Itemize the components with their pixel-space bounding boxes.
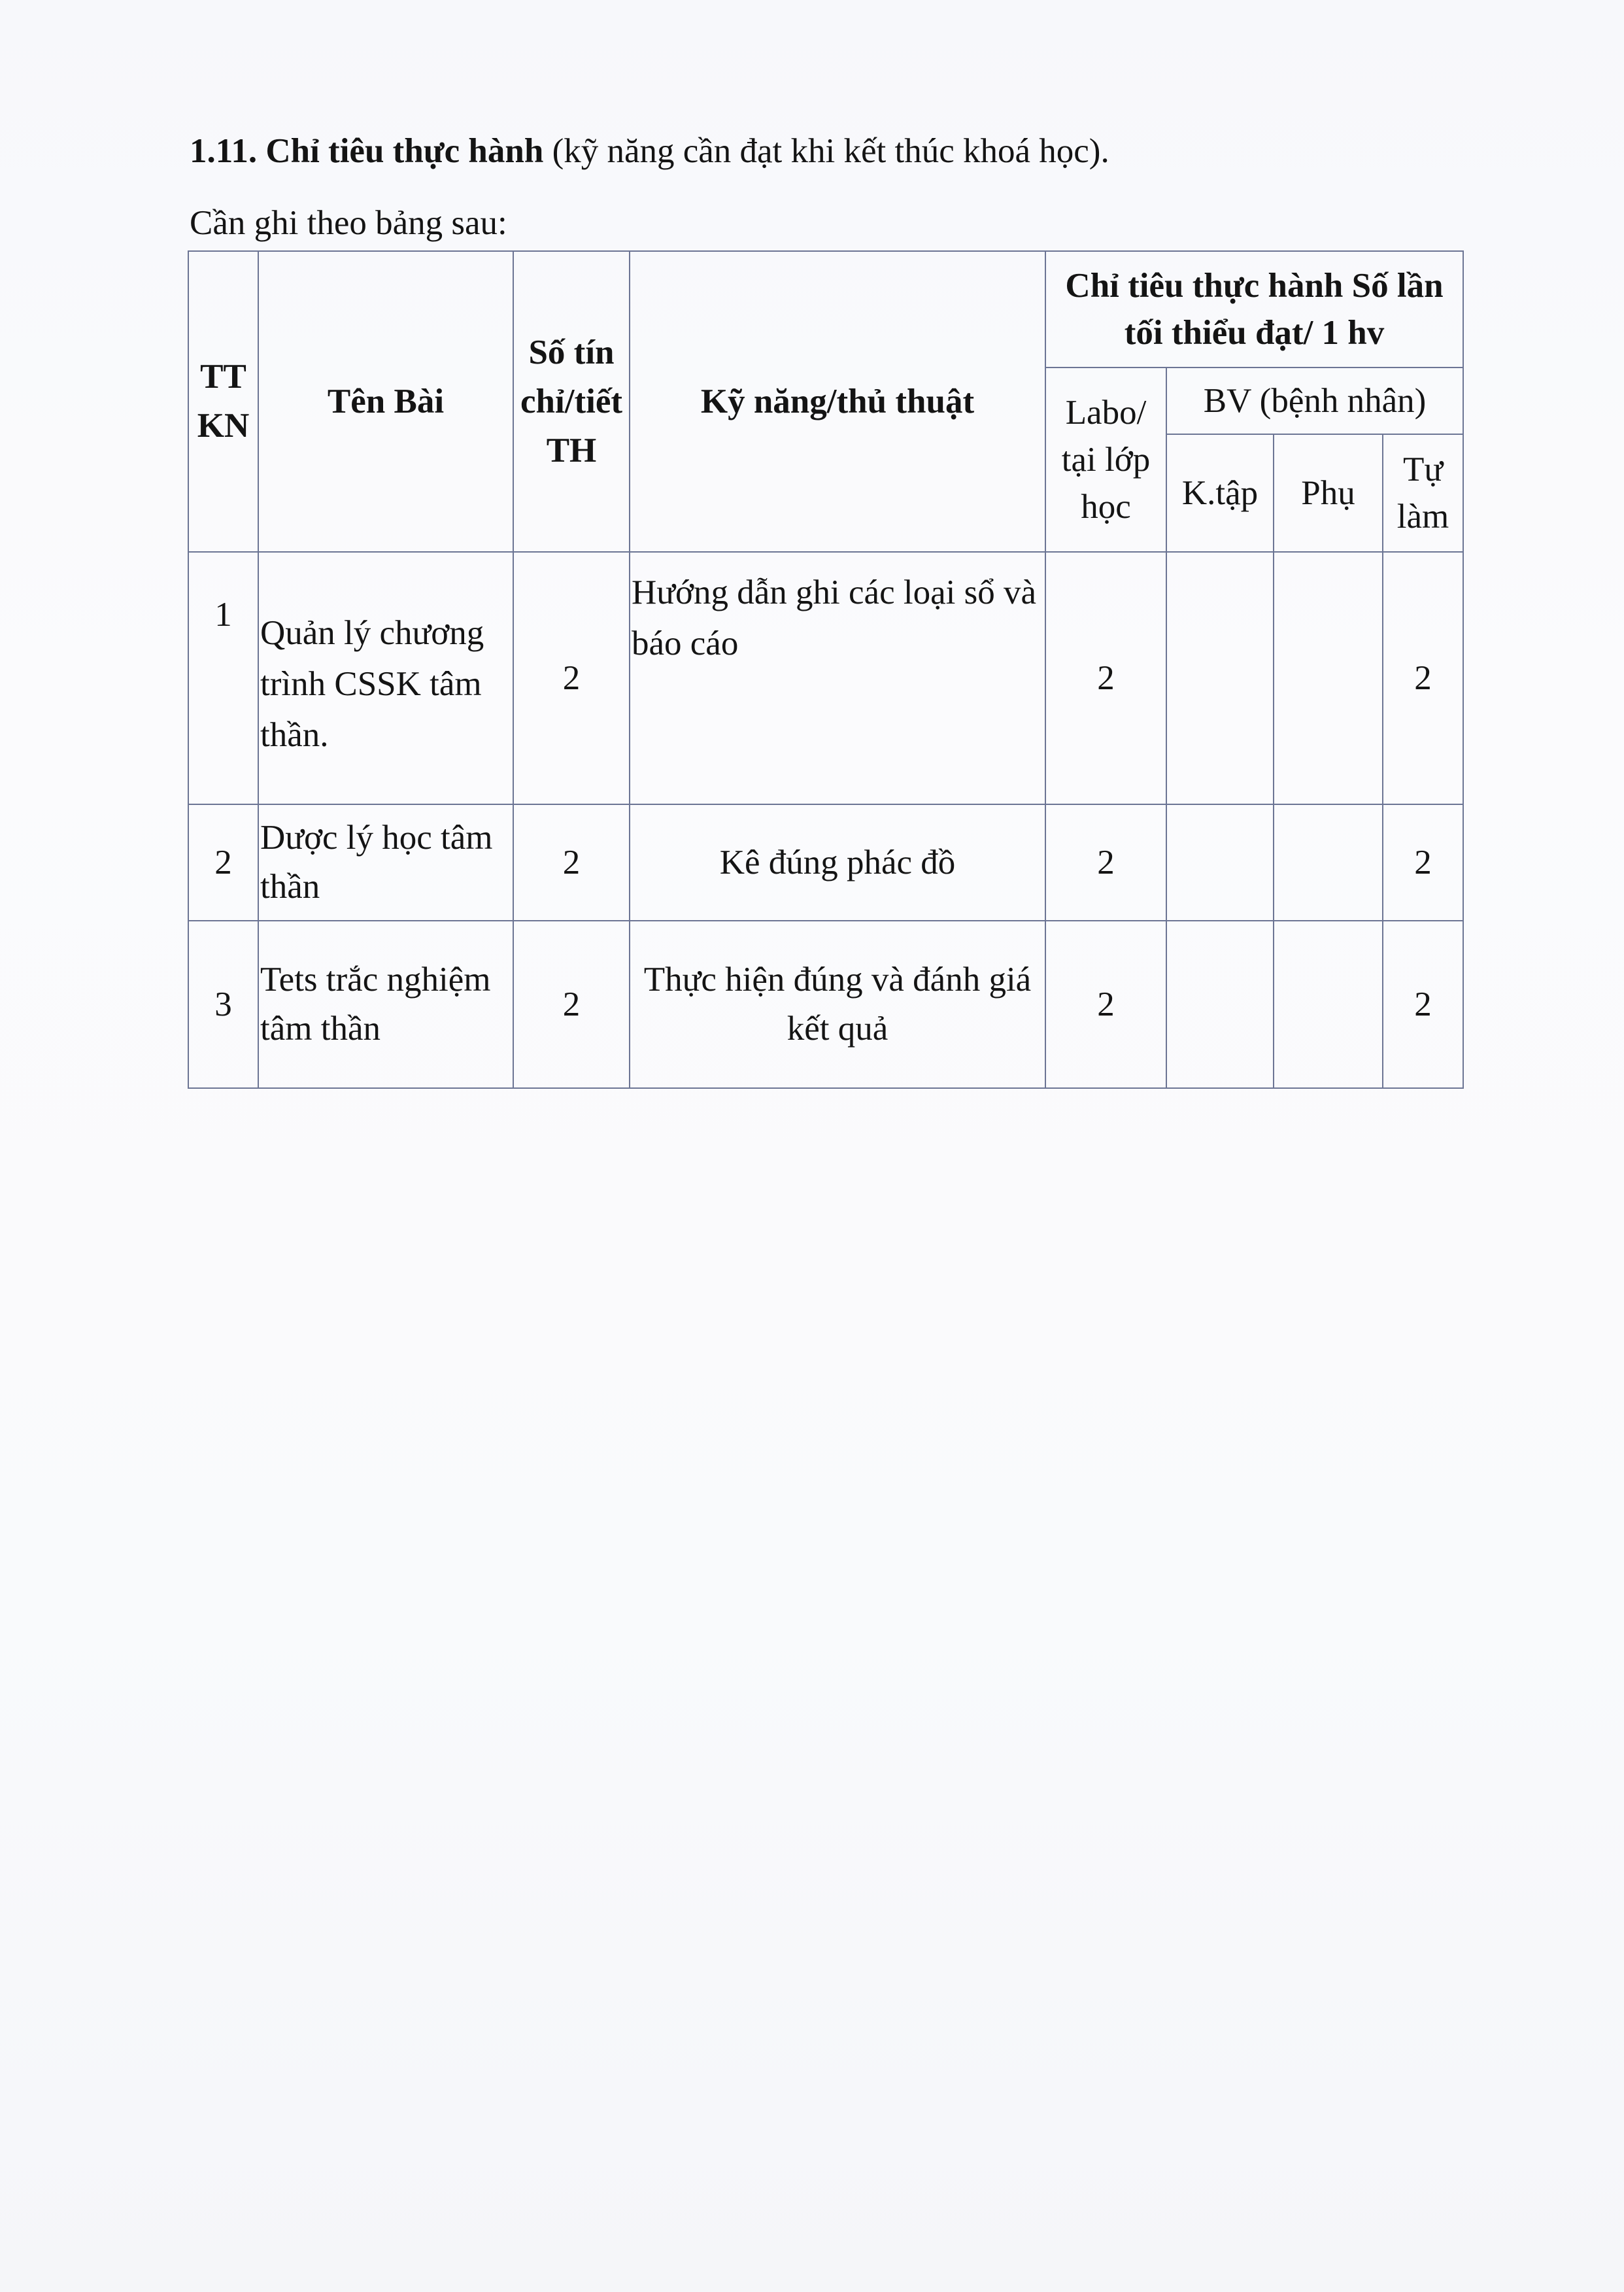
cell-tt: 2 [188,804,258,921]
cell-ktap [1166,921,1274,1088]
cell-ten-bai: Dược lý học tâm thần [258,804,513,921]
cell-ten-bai: Quản lý chương trình CSSK tâm thần. [258,552,513,804]
cell-labo: 2 [1045,552,1166,804]
section-number: 1.11. [190,132,258,170]
practice-targets-table [188,250,1464,1089]
table-header-row [188,251,1463,368]
cell-tu-lam: 2 [1383,552,1463,804]
cell-phu [1274,804,1383,921]
section-title: Chỉ tiêu thực hành [265,132,544,170]
cell-tu-lam: 2 [1383,921,1463,1088]
cell-ktap [1166,804,1274,921]
section-intro: Cần ghi theo bảng sau: [190,204,507,242]
cell-so-tin-chi: 2 [513,552,630,804]
section-heading [190,128,1109,174]
cell-ky-nang: Hướng dẫn ghi các loại sổ và báo cáo [630,552,1045,804]
header-tt: TT KN [188,251,258,552]
header-chi-tieu: Chỉ tiêu thực hành Số lần tối thiểu đạt/ 1 hv [1045,251,1463,368]
header-so-tin-chi: Số tín chỉ/tiết TH [513,251,630,552]
cell-ky-nang: Kê đúng phác đồ [630,804,1045,921]
header-ten-bai: Tên Bài [258,251,513,552]
cell-so-tin-chi: 2 [513,804,630,921]
header-ktap: K.tập [1166,434,1274,552]
header-tu-lam: Tự làm [1383,434,1463,552]
table-row [188,921,1463,1088]
cell-tu-lam: 2 [1383,804,1463,921]
header-bv: BV (bệnh nhân) [1166,368,1463,434]
cell-tt: 1 [188,552,258,804]
cell-labo: 2 [1045,921,1166,1088]
cell-phu [1274,552,1383,804]
cell-so-tin-chi: 2 [513,921,630,1088]
cell-labo: 2 [1045,804,1166,921]
cell-phu [1274,921,1383,1088]
cell-tt: 3 [188,921,258,1088]
table-row [188,804,1463,921]
cell-ten-bai: Tets trắc nghiệm tâm thần [258,921,513,1088]
section-title-note: (kỹ năng cần đạt khi kết thúc khoá học). [543,132,1109,170]
table-row [188,552,1463,804]
cell-ktap [1166,552,1274,804]
header-labo: Labo/ tại lớp học [1045,368,1166,552]
cell-ky-nang: Thực hiện đúng và đánh giá kết quả [630,921,1045,1088]
header-ky-nang: Kỹ năng/thủ thuật [630,251,1045,552]
header-phu: Phụ [1274,434,1383,552]
